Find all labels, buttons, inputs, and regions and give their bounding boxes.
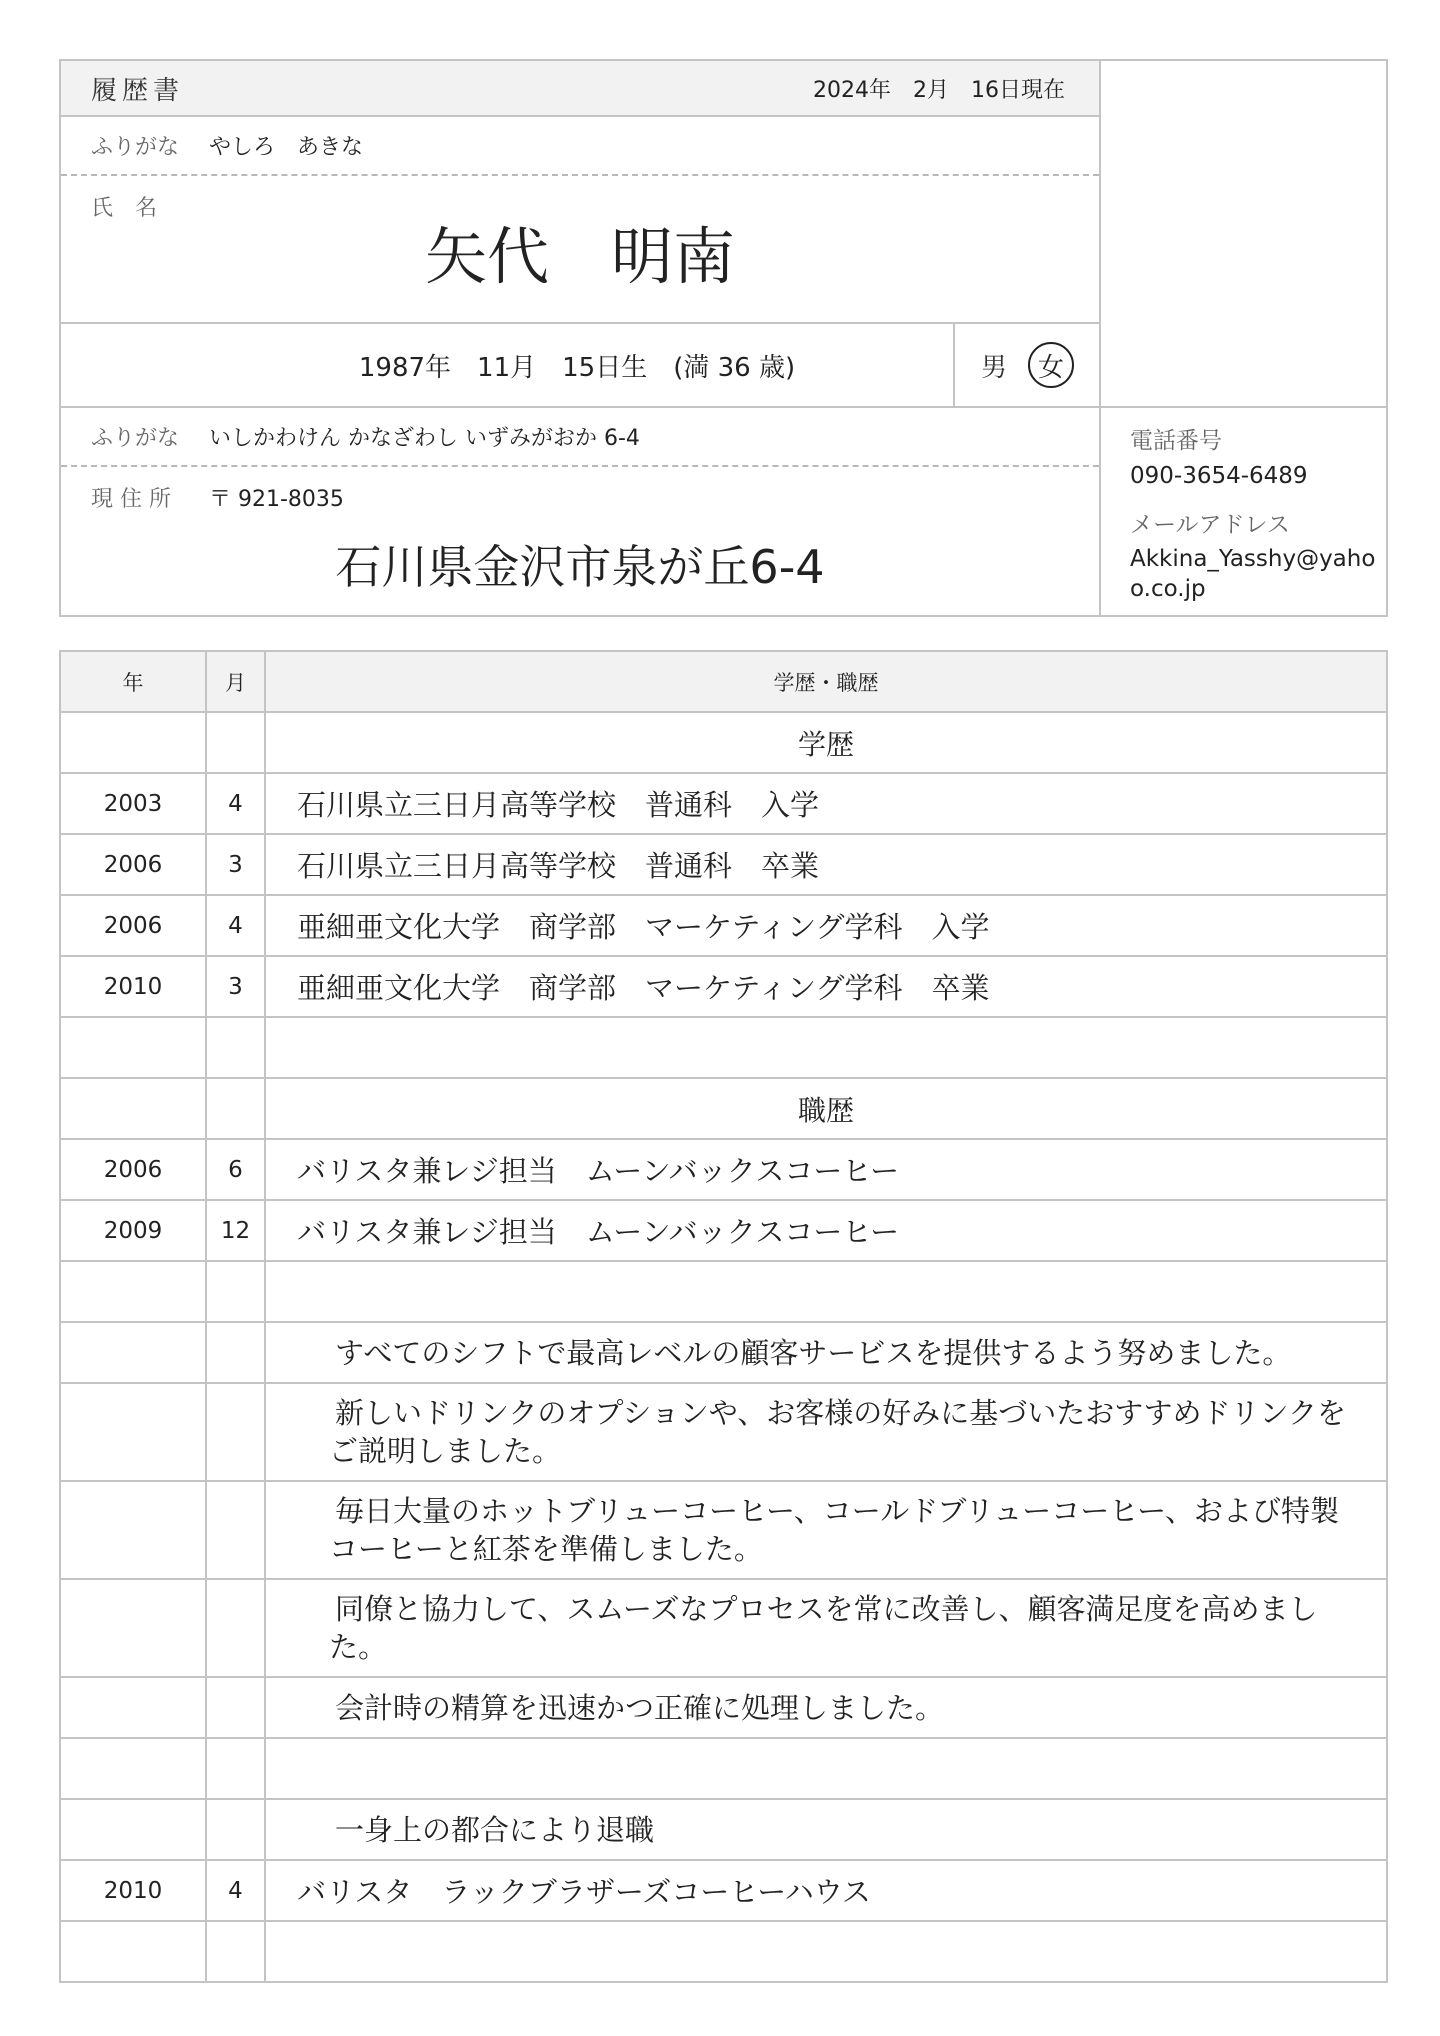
history-month: [206, 1383, 265, 1481]
history-month: [206, 1261, 265, 1322]
history-section-label: 学歴: [265, 712, 1387, 773]
history-year: [60, 1579, 206, 1677]
history-detail: 会計時の精算を迅速かつ正確に処理しました。: [265, 1677, 1387, 1738]
history-row: [60, 1677, 1387, 1738]
gender-cell: [955, 324, 1099, 408]
history-month: [206, 1677, 265, 1738]
history-row: [60, 1921, 1387, 1982]
history-text: [265, 1261, 1387, 1322]
history-year: 2006: [60, 1139, 206, 1200]
history-row: [60, 1860, 1387, 1921]
profile-box: [59, 59, 1388, 617]
history-text: バリスタ ラックブラザーズコーヒーハウス: [265, 1860, 1387, 1921]
history-text: バリスタ兼レジ担当 ムーンバックスコーヒー: [265, 1200, 1387, 1261]
history-row: [60, 1017, 1387, 1078]
address-furigana-label: ふりがな: [91, 426, 180, 451]
history-header-row: [60, 651, 1387, 712]
history-row: [60, 1139, 1387, 1200]
history-year: [60, 1921, 206, 1982]
history-year: [60, 1481, 206, 1579]
history-detail: すべてのシフトで最高レベルの顧客サービスを提供するよう努めました。: [265, 1322, 1387, 1383]
history-year: 2006: [60, 895, 206, 956]
history-text: 亜細亜文化大学 商学部 マーケティング学科 卒業: [265, 956, 1387, 1017]
postal-code: 〒 921-8035: [209, 487, 344, 512]
contact-cell: [1099, 408, 1386, 615]
history-row: [60, 956, 1387, 1017]
history-year: [60, 1738, 206, 1799]
address-label: 現 住 所: [91, 487, 171, 512]
history-month: [206, 1921, 265, 1982]
history-month: [206, 1481, 265, 1579]
history-row: [60, 895, 1387, 956]
address-furigana: いしかわけん かなざわし いずみがおか 6-4: [209, 426, 640, 451]
history-year: 2003: [60, 773, 206, 834]
history-year: 2006: [60, 834, 206, 895]
history-row: [60, 1261, 1387, 1322]
history-text: 亜細亜文化大学 商学部 マーケティング学科 入学: [265, 895, 1387, 956]
history-year: 2010: [60, 956, 206, 1017]
history-row: [60, 1383, 1387, 1481]
history-year: [60, 1677, 206, 1738]
name-label: 氏 名: [91, 196, 158, 221]
history-detail: 一身上の都合により退職: [265, 1799, 1387, 1860]
history-month: [206, 1799, 265, 1860]
history-month: 4: [206, 773, 265, 834]
history-month: 4: [206, 1860, 265, 1921]
history-month: [206, 1322, 265, 1383]
history-month: 3: [206, 956, 265, 1017]
history-row: [60, 834, 1387, 895]
history-section-label: 職歴: [265, 1078, 1387, 1139]
history-month: [206, 1579, 265, 1677]
address-row: [61, 467, 1099, 615]
history-text: [265, 1738, 1387, 1799]
history-year: 2009: [60, 1200, 206, 1261]
name-row: [61, 176, 1099, 324]
photo-area: [1099, 61, 1386, 408]
history-year: 2010: [60, 1860, 206, 1921]
history-row: [60, 1799, 1387, 1860]
history-text: 石川県立三日月高等学校 普通科 入学: [265, 773, 1387, 834]
col-month-header: 月: [206, 651, 265, 712]
phone-label: 電話番号: [1130, 428, 1222, 454]
full-name: 矢代 明南: [424, 220, 735, 293]
as-of-date: 2024年 2月 16日現在: [813, 77, 1065, 103]
history-month: [206, 1017, 265, 1078]
history-year: [60, 712, 206, 773]
birth-date: 1987年 11月 15日生 (満 36 歳): [61, 324, 955, 408]
history-row: [60, 1579, 1387, 1677]
history-detail: 同僚と協力して、スムーズなプロセスを常に改善し、顧客満足度を高めました。: [265, 1579, 1387, 1677]
resume-header: [61, 61, 1099, 117]
history-text: 石川県立三日月高等学校 普通科 卒業: [265, 834, 1387, 895]
furigana-label: ふりがな: [91, 135, 180, 160]
col-year-header: 年: [60, 651, 206, 712]
name-furigana: やしろ あきな: [209, 135, 364, 160]
history-row: [60, 1322, 1387, 1383]
phone-number: 090-3654-6489: [1130, 463, 1308, 489]
email-address: Akkina_Yasshy@yahoo.co.jp: [1130, 546, 1376, 602]
history-row: [60, 1481, 1387, 1579]
history-row: [60, 773, 1387, 834]
gender-male: 男: [980, 352, 1007, 383]
col-history-header: 学歴・職歴: [265, 651, 1387, 712]
history-row: [60, 712, 1387, 773]
history-year: [60, 1078, 206, 1139]
history-month: 4: [206, 895, 265, 956]
history-detail: 新しいドリンクのオプションや、お客様の好みに基づいたおすすめドリンクをご説明しました。: [265, 1383, 1387, 1481]
history-text: バリスタ兼レジ担当 ムーンバックスコーヒー: [265, 1139, 1387, 1200]
history-year: [60, 1383, 206, 1481]
history-text: [265, 1921, 1387, 1982]
history-month: [206, 712, 265, 773]
address: 石川県金沢市泉が丘6-4: [335, 540, 825, 594]
resume-title: 履歴書: [91, 75, 185, 106]
name-furigana-row: [61, 117, 1099, 176]
history-text: [265, 1017, 1387, 1078]
history-year: [60, 1017, 206, 1078]
address-furigana-row: [61, 408, 1099, 467]
history-month: 12: [206, 1200, 265, 1261]
history-row: [60, 1200, 1387, 1261]
history-year: [60, 1799, 206, 1860]
history-month: 3: [206, 834, 265, 895]
history-table: [59, 650, 1388, 1983]
email-label: メールアドレス: [1130, 512, 1290, 538]
history-month: [206, 1078, 265, 1139]
gender-female: 女: [1028, 342, 1074, 388]
history-year: [60, 1322, 206, 1383]
history-row: [60, 1078, 1387, 1139]
history-month: [206, 1738, 265, 1799]
history-detail: 毎日大量のホットブリューコーヒー、コールドブリューコーヒー、および特製コーヒーと紅茶を準備しました。: [265, 1481, 1387, 1579]
history-year: [60, 1261, 206, 1322]
history-month: 6: [206, 1139, 265, 1200]
history-row: [60, 1738, 1387, 1799]
